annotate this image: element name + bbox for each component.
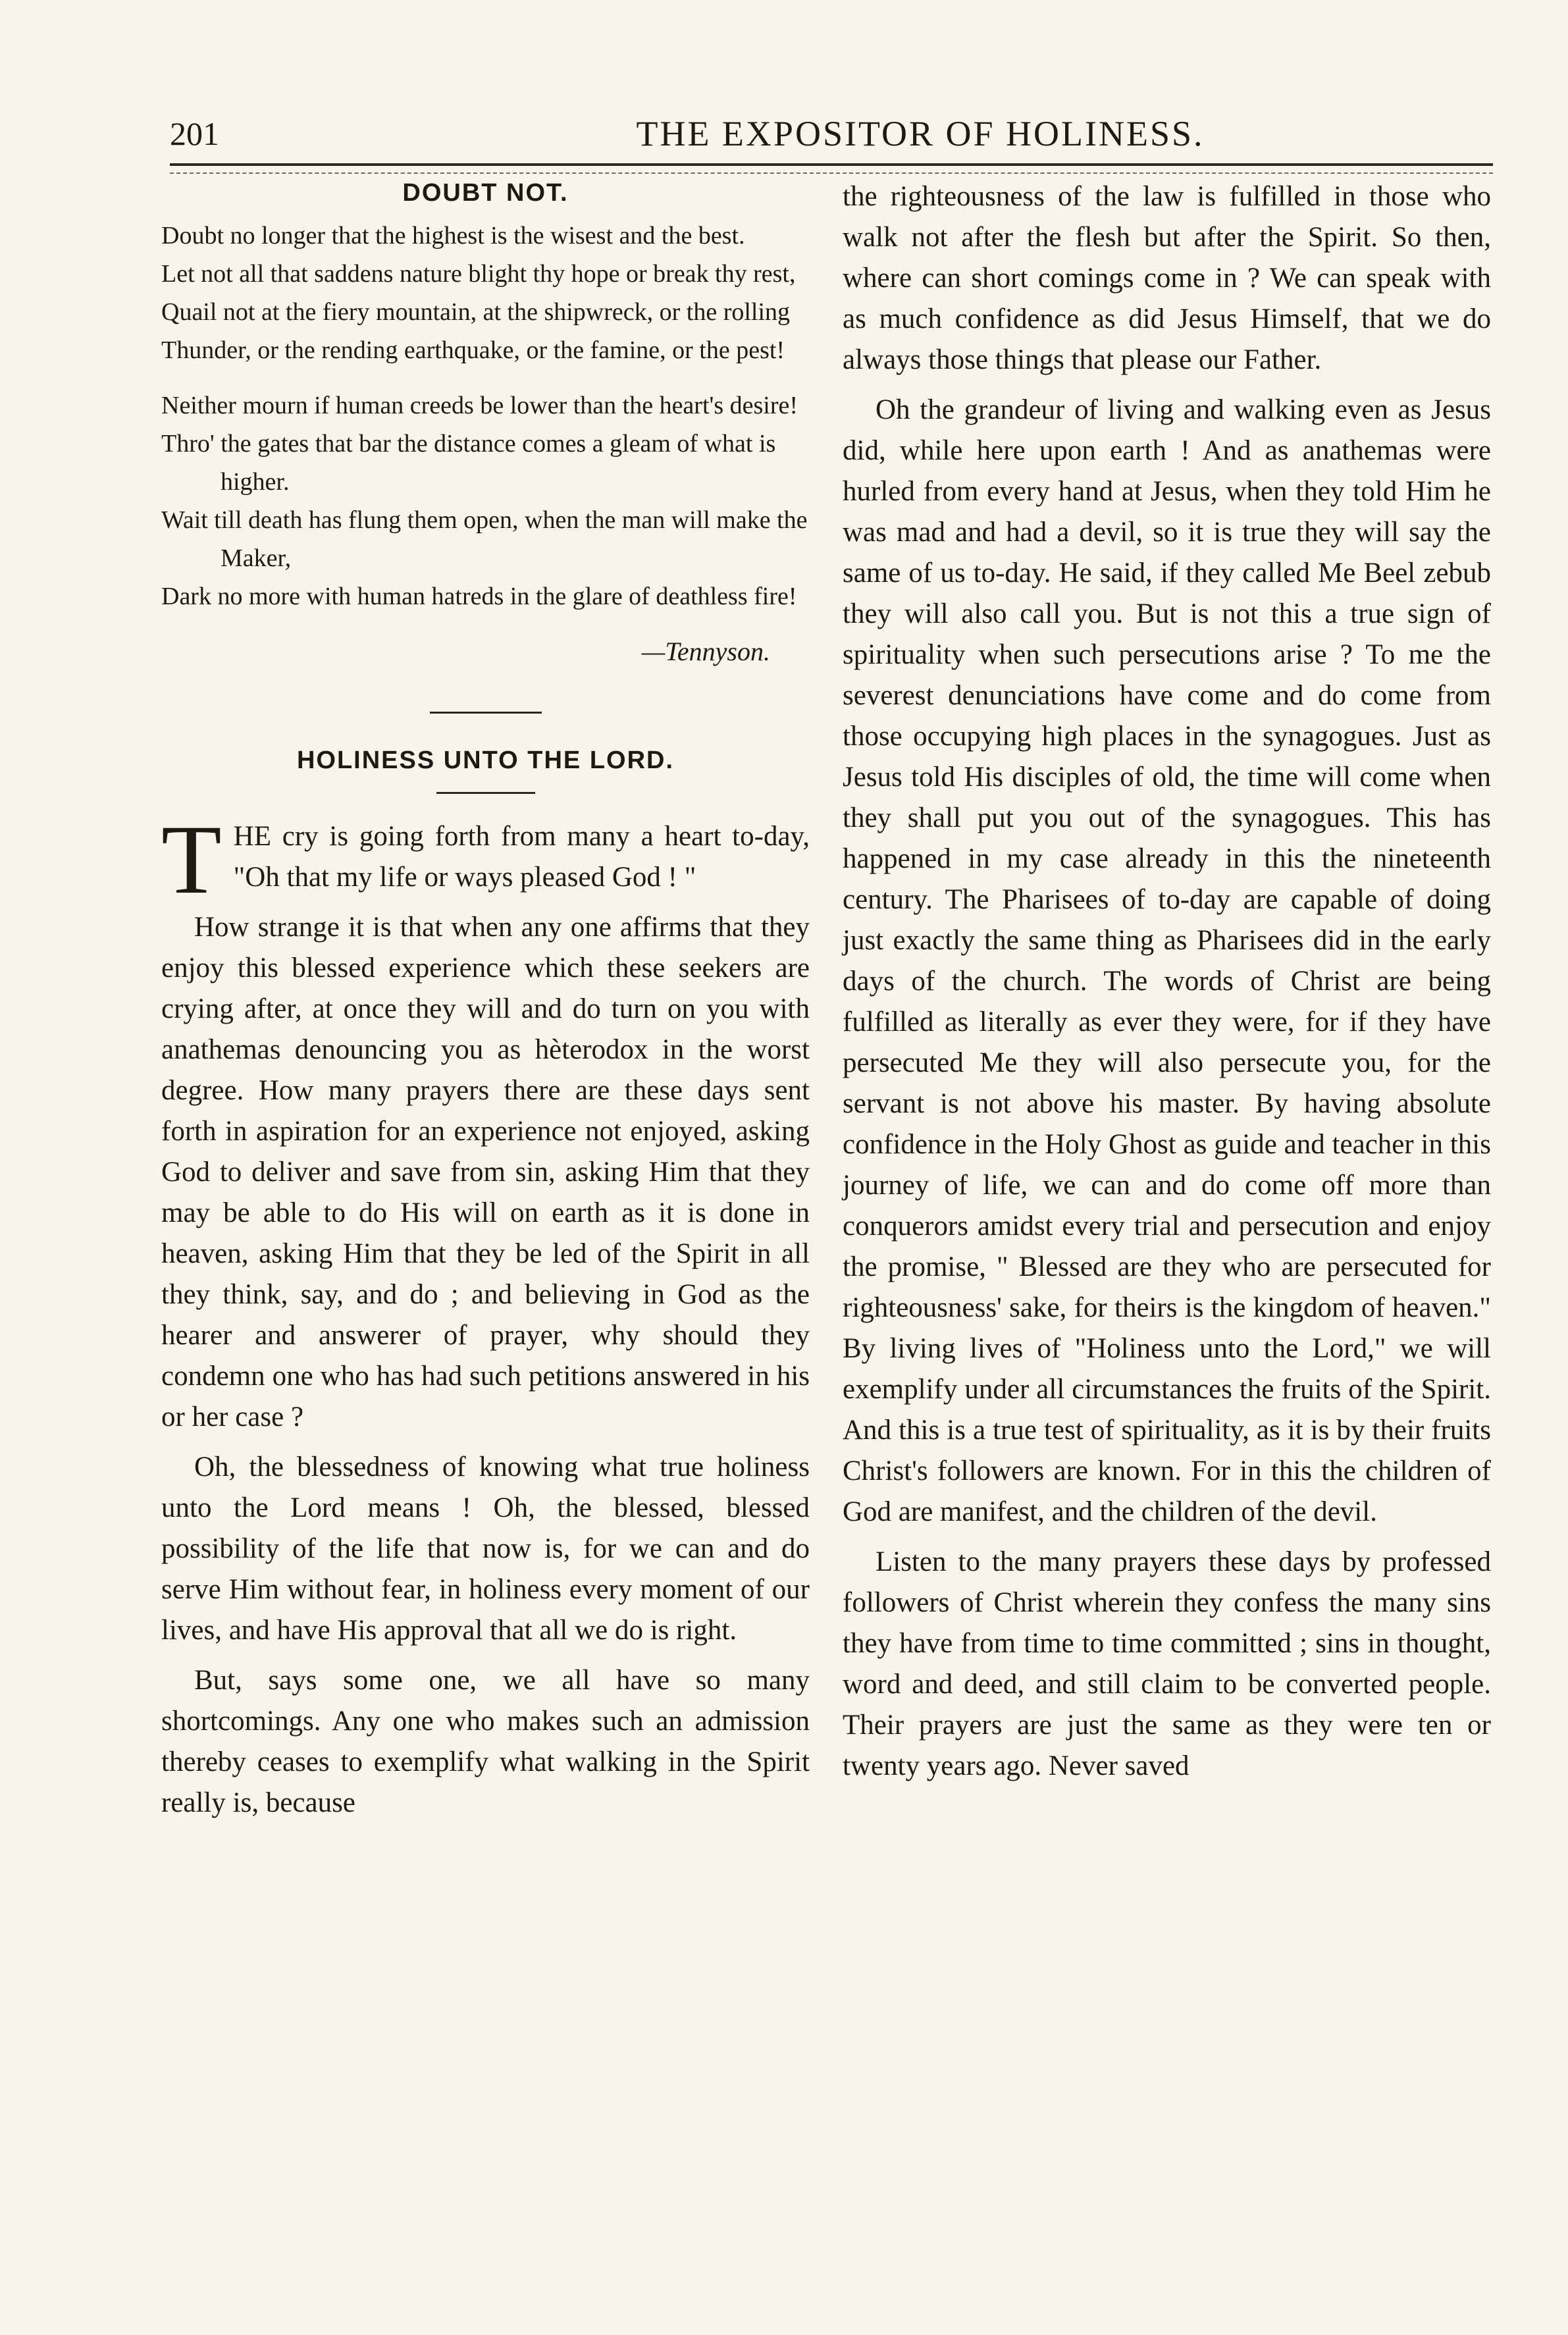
article-body-right bbox=[843, 176, 1491, 1787]
article-paragraph: Oh, the blessedness of knowing what true holiness unto the Lord means ! Oh, the blessed, blessed possibility of the life that now is, for we can and do serve Him without fear, in holiness every moment of our lives, and have His approval that all we do is right. bbox=[161, 1452, 810, 1646]
poem-line: Thunder, or the rending earthquake, or the famine, or the pest! bbox=[161, 336, 785, 364]
poem bbox=[161, 217, 810, 671]
title-underline bbox=[436, 792, 535, 794]
poem-stanza bbox=[161, 386, 810, 616]
page-number: 201 bbox=[170, 115, 219, 152]
article-paragraph: How strange it is that when any one affirms that they enjoy this blessed experience which these seekers are crying after, at once they will and do turn on you with anathemas denouncing you as hèterodox in the worst degree. How many prayers there are these days sent forth in aspiration for an experience not enjoyed, asking God to deliver and save from sin, asking Him that they may be able to do His will on earth as it is done in heaven, asking Him that they be led of the Spirit in all they think, say, and do ; and believing in God as the hearer and answerer of prayer, why should they condemn one who has had such petitions answered in his or her case ? bbox=[161, 912, 810, 1432]
header-rule bbox=[170, 163, 1493, 166]
right-column bbox=[843, 176, 1491, 1796]
article-title: HOLINESS UNTO THE LORD. bbox=[296, 747, 675, 774]
poem-attribution: —Tennyson. bbox=[641, 637, 770, 666]
article-paragraph: But, says some one, we all have so many shortcomings. Any one who makes such an admission thereby ceases to exemplify what walking in the Spirit really is, because bbox=[161, 1665, 810, 1818]
article-body-left bbox=[161, 805, 810, 1823]
running-title: THE EXPOSITOR OF HOLINESS. bbox=[636, 114, 1205, 153]
article-paragraph bbox=[161, 805, 810, 914]
page-header bbox=[170, 111, 1493, 157]
poem-line: Let not all that saddens nature blight thy hope or break thy rest, bbox=[161, 260, 796, 288]
left-column bbox=[161, 176, 810, 1833]
section-divider bbox=[430, 712, 542, 714]
first-paragraph-text: HE cry is going forth from many a heart to-day, "Oh that my life or ways pleased God ! " bbox=[233, 821, 810, 893]
article-paragraph: Listen to the many prayers these days by professed followers of Christ wherein they confess the many sins they have from time to time committed ; sins in thought, word and deed, and still claim to be converted people. Their prayers are just the same as they were ten or twenty years ago. Never saved bbox=[843, 1546, 1491, 1781]
poem-line: Neither mourn if human creeds be lower than the heart's desire! bbox=[161, 392, 798, 419]
poem-line: Dark no more with human hatreds in the glare of deathless fire! bbox=[161, 583, 797, 610]
drop-cap: T bbox=[161, 805, 222, 914]
poem-title: DOUBT NOT. bbox=[402, 179, 569, 207]
poem-line: Wait till death has flung them open, when the man will make the Maker, bbox=[161, 506, 808, 572]
header-rule-dashed bbox=[170, 172, 1493, 174]
poem-line: Thro' the gates that bar the distance comes a gleam of what is higher. bbox=[161, 430, 776, 496]
article-paragraph: Oh the grandeur of living and walking even as Jesus did, while here upon earth ! And as anathemas were hurled from every hand at Jesus, when they told Him he was mad and had a devil, so it is true they will say the same of us to-day. He said, if they called Me Beel zebub they will also call you. But is not this a true sign of spirituality when such persecutions arise ? To me the severest denunciations have come and do come from those occupying high places in the synagogues. Just as Jesus told His disciples of old, the time will come when they shall put you out of the synagogues. This has happened in my case already in this the nineteenth century. The Pharisees of to-day are capable of doing just exactly the same thing as Pharisees did in the early days of the church. The words of Christ are being fulfilled as literally as ever they were, for if they have persecuted Me they will also persecute you, for the servant is not above his master. By having absolute confidence in the Holy Ghost as guide and teacher in this journey of life, we can and do come off more than conquerors amidst every trial and persecution and enjoy the promise, " Blessed are they who are persecuted for righteousness' sake, for theirs is the kingdom of heaven." By living lives of "Holiness unto the Lord," we will exemplify under all circumstances the fruits of the Spirit. And this is a true test of spirituality, as it is by their fruits Christ's followers are known. For in this the children of God are manifest, and the children of the devil. bbox=[843, 394, 1491, 1527]
poem-line: Doubt no longer that the highest is the wisest and the best. bbox=[161, 222, 745, 249]
poem-line: Quail not at the fiery mountain, at the shipwreck, or the rolling bbox=[161, 298, 791, 326]
article-paragraph: the righteousness of the law is fulfilled in those who walk not after the flesh but after the Spirit. So then, where can short comings come in ? We can speak with as much confidence as did Jesus Himself, that we do always those things that please our Father. bbox=[843, 181, 1491, 375]
poem-stanza bbox=[161, 217, 810, 369]
